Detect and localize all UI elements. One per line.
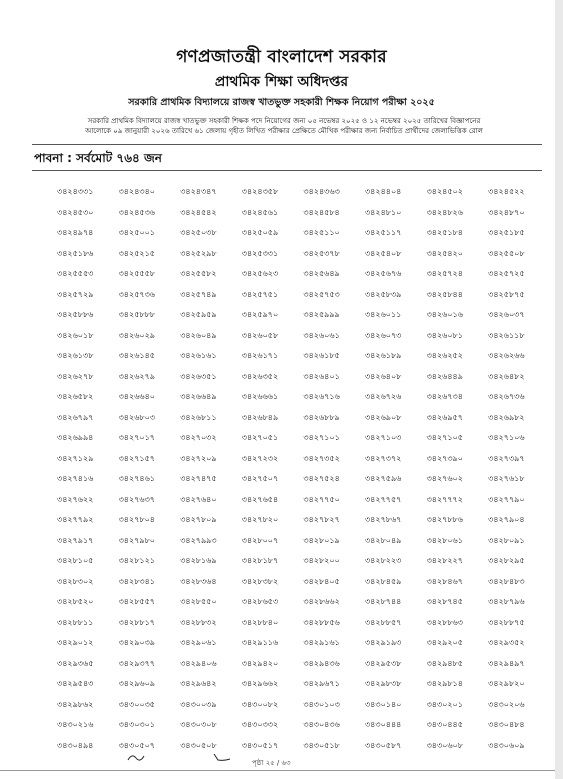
roll-number: ৩৪২৫৭২৪ [426, 269, 463, 278]
exam-title: সরকারি প্রাথমিক বিদ্যালয়ে রাজস্ব খাতভুক্ত সহকারী শিক্ষক নিয়োগ পরীক্ষা ২০২৫ [128, 97, 435, 108]
roll-number: ৩৪২৮০৯১ [488, 535, 525, 545]
roll-number: ৩৪২৭০১৭ [118, 433, 155, 442]
roll-row [57, 535, 550, 556]
roll-number: ৩৪২৬৬৪০ [118, 392, 155, 401]
roll-number: ৩৪২৬৭৩৬ [488, 392, 525, 401]
government-title: গণপ্রজাতন্ত্রী বাংলাদেশ সরকার [176, 47, 387, 67]
roll-number: ৩৪৩০০৩৫ [118, 699, 155, 709]
roll-number: ৩৪২৮৮৫৭ [364, 617, 402, 627]
roll-number: ৩৪২৫১১৭ [364, 228, 402, 237]
roll-number: ৩৪২৭৭৫৭ [364, 494, 402, 504]
roll-number: ৩৪২৮৫২০ [57, 597, 94, 606]
roll-number: ৩৪২৯০৩৯ [118, 638, 155, 647]
roll-row [57, 473, 550, 494]
roll-number: ৩৪২৬৮১১ [180, 412, 217, 422]
roll-number: ৩৪২৭৩৯০ [426, 453, 463, 463]
roll-number: ৩৪২৬৭৩৪ [426, 392, 463, 401]
roll-number: ৩৪২৫০৫৯ [241, 228, 279, 237]
roll-number: ৩৪২৭৬৫৪ [241, 494, 279, 504]
roll-number: ৩৪২৬২৭৯ [118, 371, 155, 381]
roll-number: ৩৪২৮১০৫ [57, 556, 94, 565]
notice-line-1: সরকারি প্রাথমিক বিদ্যালয়ে রাজস্ব খাতভুক্ত সহকারী শিক্ষক পদে নিয়োগের জন্য ০৫ নভেম্বর ২০২৫ ও ১২ নভেম্বর ২০২৫ তারিখের বিজ্ঞাপনের [87, 117, 481, 125]
roll-number: ৩৪২৭৮০৯ [180, 515, 217, 524]
roll-number: ৩৪৩০০৮২ [241, 699, 279, 709]
roll-row [57, 596, 550, 617]
roll-number: ৩৪২৫১৮৪ [426, 228, 463, 237]
roll-number: ৩৪২৮৪৫৯ [364, 576, 402, 586]
roll-number: ৩৪২৯০১২ [57, 638, 94, 647]
roll-number: ৩৪২৬০১৮ [57, 330, 94, 340]
roll-number: ৩৪২৯৪২০ [241, 658, 279, 668]
roll-number: ৩৪২৭৮৮৬ [426, 515, 463, 524]
roll-number: ৩৪২৫৫০৮ [488, 248, 525, 258]
roll-number: ৩৪২৮২০০ [303, 556, 340, 565]
page-number: পৃষ্ঠা ২৫ / ৬৩ [252, 759, 291, 767]
roll-row [57, 330, 550, 351]
roll-number: ৩৪২৫৬৭৬ [364, 269, 402, 278]
roll-number: ৩৪২৮৪৮৩ [488, 576, 525, 586]
roll-number: ৩৪৩০৩০৮ [180, 720, 217, 729]
roll-number: ৩৪২৯৪০৬ [180, 658, 217, 668]
roll-number: ৩৪৩০৩০১ [118, 720, 155, 729]
roll-number: ৩৪২৫৭৪৯ [180, 289, 217, 299]
roll-number: ৩৪২৯১৬১ [303, 638, 340, 647]
footer-rule [0, 770, 563, 771]
roll-number: ৩৪২৭৯০৪ [488, 515, 525, 524]
roll-number: ৩৪২৫৩৭৮ [303, 248, 340, 258]
roll-number: ৩৪২৫৮৮৬ [57, 310, 94, 319]
roll-row [57, 227, 550, 248]
roll-number: ৩৪২৬০১৬ [426, 310, 463, 319]
roll-row [57, 186, 550, 207]
roll-number: ৩৪২৫১৮৫ [488, 228, 525, 237]
signature-mark-icon [126, 752, 146, 762]
roll-number: ৩৪২৫৭৫৩ [303, 289, 340, 299]
roll-number: ৩৪২৬৩৫২ [241, 371, 279, 381]
roll-number: ৩৪২৭৬১৮ [488, 474, 525, 483]
roll-number: ৩৪২৬১১৮ [488, 330, 525, 340]
roll-number: ৩৪২৫৮৭৫ [488, 289, 525, 299]
roll-number: ৩৪২৪৫৮৪ [303, 207, 340, 217]
roll-number: ৩৪২৮২৯৫ [488, 556, 525, 565]
divider-bottom [32, 170, 542, 171]
roll-row [57, 678, 550, 699]
roll-number: ৩৪২৬০৮১ [426, 330, 463, 340]
roll-number: ৩৪২৬৮০৩ [118, 412, 155, 422]
roll-number: ৩৪২৮৭৪৪ [364, 597, 402, 606]
roll-number: ৩৪২৫৭৫১ [241, 289, 279, 299]
roll-number: ৩৪২৭৩৯৭ [488, 453, 525, 463]
roll-number: ৩৪২৯৫৩৮ [364, 658, 402, 668]
roll-number: ৩৪২৬২৭৮ [57, 371, 94, 381]
roll-number: ৩৪২৯৮৩৮ [364, 679, 402, 688]
signature-mark-icon [212, 752, 232, 762]
roll-number: ৩৪৩০৫০৮ [180, 740, 217, 750]
roll-number: ৩৪৩০৫১৭ [241, 740, 279, 750]
roll-number: ৩৪২৯৮২০ [488, 679, 525, 688]
roll-number: ৩৪২৫৮৩৯ [364, 289, 402, 299]
roll-number: ৩৪২৭৪৭৫ [180, 474, 217, 483]
roll-number: ৩৪৩০২০৬ [488, 699, 525, 709]
roll-number: ৩৪২৯১১৬ [241, 638, 279, 647]
roll-number: ৩৪৩০৫১৮ [303, 740, 340, 750]
roll-number: ৩৪২৭৯১৭ [57, 535, 94, 545]
roll-number: ৩৪২৭৮২৭ [303, 515, 340, 524]
roll-number: ৩৪২৫৭২৯ [57, 289, 94, 299]
roll-number: ৩৪২৬২৬৬ [488, 351, 525, 360]
department-title: প্রাথমিক শিক্ষা অধিদপ্তর [214, 74, 349, 90]
roll-number: ৩৪২৬৯৯৪ [57, 433, 94, 442]
roll-number: ৩৪২৬৩৫১ [180, 371, 217, 381]
roll-number: ৩৪৩০৪৪৪ [364, 720, 402, 729]
roll-number: ৩৪২৪৩৩১ [57, 187, 94, 196]
roll-number: ৩৪২৭৫০৭ [241, 474, 279, 483]
roll-number: ৩৪২৬০৩৭ [488, 310, 525, 319]
roll-number: ৩৪২৭৮০৪ [118, 515, 155, 524]
roll-number: ৩৪২৯৩৭৭ [118, 658, 155, 668]
roll-number: ৩৪২৭৩৭২ [364, 453, 402, 463]
roll-number: ৩৪২৮৩৬৪ [180, 576, 217, 586]
roll-row [57, 494, 550, 515]
roll-number: ৩৪২৫৬৪৯ [303, 269, 340, 278]
roll-number: ৩৪২৮১৬৯ [180, 556, 217, 565]
roll-number: ৩৪২৪৫২২ [488, 187, 525, 196]
roll-number: ৩৪২৭৯৯৩ [180, 535, 217, 545]
roll-number: ৩৪২৭৬২২ [57, 494, 94, 504]
roll-number: ৩৪২৬১৭১ [241, 351, 279, 360]
roll-number: ৩৪২৯৩৬৫ [57, 658, 94, 668]
roll-number: ৩৪২৪৪০৪ [364, 187, 402, 196]
roll-number: ৩৪৩০৬০৯ [488, 740, 525, 750]
roll-number: ৩৪২৬৯৫৭ [426, 412, 463, 422]
roll-number: ৩৪২৬১৮৯ [364, 351, 402, 360]
roll-number: ৩৪২৫৬২৩ [241, 269, 279, 278]
roll-number: ৩৪২৯৪৩৬ [303, 658, 340, 668]
roll-number: ৩৪২৭৯৮০ [118, 535, 155, 545]
roll-number: ৩৪২৫৩৩১ [241, 248, 279, 258]
roll-row [57, 658, 550, 679]
page-edge [555, 0, 563, 779]
roll-number: ৩৪৩০০৩৯ [180, 699, 217, 709]
roll-number: ৩৪২৭৩৫২ [303, 453, 340, 463]
divider-top [32, 144, 542, 145]
roll-number: ৩৪২৭৮২০ [241, 515, 279, 524]
roll-number: ৩৪২৮৪৬৭ [426, 576, 463, 586]
roll-number: ৩৪২৮৬৬২ [303, 597, 340, 606]
roll-number: ৩৪২৮২২৩ [364, 556, 402, 565]
roll-number: ৩৪২৬০৪৯ [180, 330, 217, 340]
roll-number: ৩৪২৬২৫২ [426, 351, 463, 360]
roll-number: ৩৪২৫৫৮২ [180, 269, 217, 278]
roll-number: ৩৪২৪৯৭৪ [57, 228, 94, 237]
roll-number: ৩৪২৫৪২০ [426, 248, 463, 258]
roll-number: ৩৪২৭০৩২ [180, 433, 217, 442]
roll-number: ৩৪২৪৩৬৩ [303, 187, 340, 196]
roll-number: ৩৪২৫১১০ [303, 228, 340, 237]
roll-number: ৩৪২৯৫৪৩ [57, 679, 94, 688]
roll-number: ৩৪২৭১২৯ [57, 453, 94, 463]
roll-number: ৩৪৩০৫০৭ [118, 740, 155, 750]
roll-number: ৩৪২৫৭২৫ [488, 269, 525, 278]
roll-number: ৩৪২৭৬৩৭ [118, 494, 155, 504]
roll-number: ৩৪২৬০৫৮ [241, 330, 279, 340]
roll-number: ৩৪২৮৮৬৩ [426, 617, 463, 627]
roll-row [57, 637, 550, 658]
roll-number: ৩৪৩০১০৩ [303, 699, 340, 709]
roll-number: ৩৪২৫০৩৮ [180, 228, 217, 237]
roll-number: ৩৪২৬৭১৬ [303, 392, 340, 401]
roll-number: ৩৪৩০৪৪৫ [426, 720, 463, 729]
roll-number: ৩৪২৫২১৫ [118, 248, 155, 258]
roll-number: ৩৪২৯০৬১ [180, 638, 217, 647]
roll-number-grid [57, 186, 550, 760]
roll-number: ৩৪৩০২১৬ [57, 720, 94, 729]
roll-number: ৩৪৩০৪৩৬ [303, 720, 340, 729]
roll-number: ৩৪২৪৫৬১ [241, 207, 279, 217]
roll-row [57, 371, 550, 392]
roll-number: ৩৪২৮০০৭ [241, 535, 279, 545]
roll-number: ৩৪২৪৫৪২ [180, 207, 217, 217]
roll-row [57, 350, 550, 371]
roll-number: ৩৪২৬১৬১ [180, 351, 217, 360]
roll-row [57, 268, 550, 289]
roll-row [57, 248, 550, 269]
roll-row [57, 719, 550, 740]
roll-number: ৩৪২৯৩৫২ [488, 638, 525, 647]
roll-number: ৩৪২৯১৯৩ [364, 638, 402, 647]
roll-number: ৩৪২৮১২১ [118, 556, 155, 565]
roll-number: ৩৪২৮৮১১ [57, 617, 94, 627]
roll-row [57, 514, 550, 535]
roll-number: ৩৪২৮৮৩২ [180, 617, 217, 627]
roll-row [57, 309, 550, 330]
roll-number: ৩৪২৪৫০২ [426, 187, 463, 196]
roll-number: ৩৪২৫০০১ [118, 228, 155, 237]
roll-number: ৩৪২৬৭২৬ [364, 392, 402, 401]
roll-number: ৩৪২৫৭৩৬ [118, 289, 155, 299]
roll-number: ৩৪২৭১০৬ [488, 433, 525, 442]
roll-number: ৩৪২৮৪০৫ [303, 576, 340, 586]
roll-number: ৩৪২৫৪০৮ [364, 248, 402, 258]
roll-number: ৩৪২৯৬৪২ [180, 679, 217, 688]
notice-text [34, 116, 534, 136]
roll-number: ৩৪২৭৭৯২ [57, 515, 94, 524]
roll-number: ৩৪২৫৯৫৯ [180, 310, 217, 319]
roll-row [57, 289, 550, 310]
roll-number: ৩৪২৬১৪৫ [118, 351, 155, 360]
roll-number: ৩৪২৭৭৫০ [303, 494, 340, 504]
roll-number: ৩৪২৬০২৯ [118, 330, 155, 340]
roll-number: ৩৪২৭১০৩ [364, 433, 402, 442]
roll-number: ৩৪২৪৩৪৭ [180, 187, 217, 196]
roll-row [57, 576, 550, 597]
roll-number: ৩৪২৮০১৯ [303, 535, 340, 545]
roll-number: ৩৪২৮৮১৭ [118, 617, 155, 627]
roll-number: ৩৪২৯৬৬২ [241, 679, 279, 688]
roll-number: ৩৪২৭৫৯৬ [364, 474, 402, 483]
roll-number: ৩৪২৫৮৪৪ [426, 289, 463, 299]
roll-row [57, 412, 550, 433]
roll-number: ৩৪২৬৭৯৭ [57, 412, 94, 422]
roll-number: ৩৪২৯৬৭১ [303, 679, 340, 688]
roll-number: ৩৪২৮৭৯৬ [488, 597, 525, 606]
roll-number: ৩৪২৮১৮৭ [241, 556, 279, 565]
roll-number: ৩৪২৭১৫৭ [118, 453, 155, 463]
roll-number: ৩৪২৪৫৩০ [57, 207, 94, 217]
roll-number: ৩৪২৫৯৯৯ [303, 310, 340, 319]
roll-number: ৩৪২৮৬৫৩ [241, 597, 279, 606]
roll-number: ৩৪২৬৫৮২ [57, 392, 94, 401]
roll-number: ৩৪২৭১০১ [303, 433, 340, 442]
roll-number: ৩৪২৭৫২৪ [303, 474, 340, 483]
roll-row [57, 617, 550, 638]
roll-number: ৩৪৩০৬০৮ [426, 740, 463, 750]
roll-number: ৩৪২৮৩৪১ [118, 576, 155, 586]
roll-number: ৩৪২৬০৬১ [303, 330, 340, 340]
roll-number: ৩৪২৬৯০৮ [364, 412, 402, 422]
roll-number: ৩৪২৭৭৭২ [426, 494, 463, 504]
roll-number: ৩৪২৮৫৫০ [180, 597, 217, 606]
roll-number: ৩৪২৪৮২৬ [426, 207, 463, 217]
roll-number: ৩৪২৬৬৪৯ [180, 392, 217, 401]
roll-number: ৩৪২৯৮১৪ [426, 679, 463, 688]
roll-number: ৩৪২৭৬০২ [426, 474, 463, 483]
roll-number: ৩৪২৪৮১০ [364, 207, 402, 217]
roll-row [57, 555, 550, 576]
roll-number: ৩৪২৯৪৯৭ [488, 658, 525, 668]
roll-number: ৩৪২৫১৮৬ [57, 248, 94, 258]
roll-number: ৩৪২৬৮৪৯ [241, 412, 279, 422]
roll-number: ৩৪২৬৪০১ [303, 371, 340, 381]
roll-number: ৩৪২৬১৩৮ [57, 351, 94, 360]
roll-number: ৩৪২৬০৭৩ [364, 330, 402, 340]
roll-number: ৩৪২৭৪১৬ [57, 474, 94, 483]
roll-number: ৩৪২৬০১১ [364, 310, 402, 319]
roll-number: ৩৪২৪৩৪০ [118, 187, 155, 196]
roll-row [57, 207, 550, 228]
roll-number: ৩৪২৮২২৭ [426, 556, 463, 565]
roll-number: ৩৪২৬৪০৮ [364, 371, 402, 381]
roll-number: ৩৪২৭০৫১ [241, 433, 279, 442]
roll-number: ৩৪২৯৬০৯ [118, 679, 155, 688]
roll-number: ৩৪২৮৮৪০ [241, 617, 279, 627]
roll-row [57, 432, 550, 453]
roll-number: ৩৪২৬৪৮২ [488, 371, 525, 381]
roll-number: ৩৪২৬৯৮২ [488, 412, 525, 422]
roll-number: ৩৪২৪৫৩৬ [118, 207, 155, 217]
roll-number: ৩৪২৫২৯৮ [180, 248, 217, 258]
roll-number: ৩৪২৫৫৫৩ [57, 269, 94, 278]
roll-number: ৩৪২৪৩৫৮ [241, 187, 279, 196]
roll-number: ৩৪২৫৯৭০ [241, 310, 279, 319]
notice-line-2: আলোকে ০৯ জানুয়ারী ২০২৬ তারিখে ৬১ জেলায় গৃহীত লিখিত পরীক্ষার প্রেক্ষিতে মৌখিক পরীক্ষার জন্য নির্বাচিত প্রার্থীদের জেলাভিত্তিক রোল [85, 127, 483, 135]
roll-row [57, 391, 550, 412]
roll-number: ৩৪৩০৪৯৪ [57, 740, 94, 750]
roll-number: ৩৪২৯২০৫ [426, 638, 463, 647]
roll-number: ৩৪২৯৮৬২ [57, 699, 94, 709]
roll-number: ৩৪২৮৮৫৬ [303, 617, 340, 627]
roll-number: ৩৪২৭২৩২ [241, 453, 279, 463]
district-total-heading: পাবনা : সর্বমোট ৭৬৪ জন [34, 151, 162, 165]
roll-row [57, 453, 550, 474]
roll-number: ৩৪২৮৩৮২ [241, 576, 279, 586]
roll-number: ৩৪২৫৮৮৮ [118, 310, 155, 319]
roll-number: ৩৪২৭৪৬১ [118, 474, 155, 483]
roll-number: ৩৪৩০৩৩২ [241, 720, 279, 729]
roll-number: ৩৪২৯৪৮৫ [426, 658, 463, 668]
roll-number: ৩৪২৭৮৬৭ [364, 515, 402, 524]
roll-number: ৩৪২৭৬৪০ [180, 494, 217, 504]
roll-number: ৩৪৩০৫৮৭ [364, 740, 402, 750]
roll-number: ৩৪২৮০৪৯ [364, 535, 402, 545]
roll-number: ৩৪৩০২০১ [426, 699, 463, 709]
roll-number: ৩৪৩০৪৮৪ [488, 720, 525, 729]
roll-number: ৩৪২৮৩০২ [57, 576, 94, 586]
roll-number: ৩৪২৬১৮৫ [303, 351, 340, 360]
roll-number: ৩৪২৬৪৪৯ [426, 371, 463, 381]
roll-number: ৩৪২৭৭৯০ [488, 494, 525, 504]
roll-number: ৩৪২৮৮৭৫ [488, 617, 525, 627]
roll-number: ৩৪৩০১৪০ [364, 699, 402, 709]
roll-number: ৩৪২৫৫৫৮ [118, 269, 155, 278]
roll-number: ৩৪২৭১০৫ [426, 433, 463, 442]
roll-number: ৩৪২৭২০৯ [180, 453, 217, 463]
roll-number: ৩৪২৬৬৬১ [241, 392, 279, 401]
roll-number: ৩৪২৮৭৪৫ [426, 597, 463, 606]
roll-row [57, 699, 550, 720]
roll-number: ৩৪২৬৮৮৯ [303, 412, 340, 422]
roll-number: ৩৪২৮৫৫৭ [118, 597, 155, 606]
roll-number: ৩৪২৪৮৭০ [488, 207, 525, 217]
roll-number: ৩৪২৮০৬১ [426, 535, 463, 545]
